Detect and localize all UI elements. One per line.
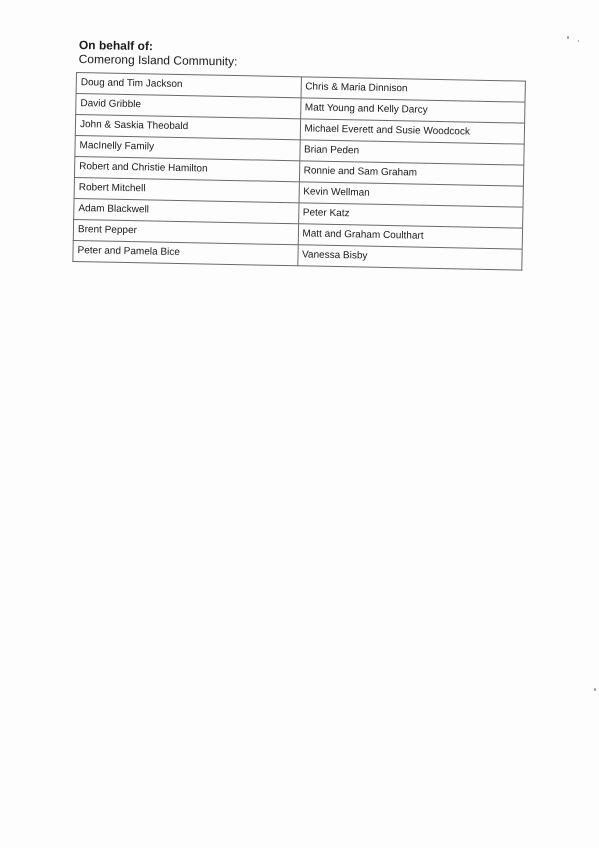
document-header [79,38,238,68]
signatory-cell: Brent Pepper [73,219,298,244]
signatory-cell: David Gribble [76,94,301,119]
signatory-cell: Brian Peden [299,140,524,165]
scan-speck [578,40,579,42]
signatory-cell: John & Saskia Theobald [75,115,300,140]
signatory-cell: Peter Katz [298,203,523,228]
signatory-cell: Vanessa Bisby [297,245,522,270]
signatory-cell: Matt and Graham Coulthart [298,224,523,249]
on-behalf-heading: On behalf of: [78,38,153,54]
signatories-table [72,72,526,271]
signatory-cell: Ronnie and Sam Graham [299,161,524,186]
signatory-cell: Robert Mitchell [74,177,299,202]
signatory-cell: Matt Young and Kelly Darcy [300,98,525,123]
signatory-cell: Michael Everett and Susie Woodcock [300,119,525,144]
signatory-cell: Chris & Maria Dinnison [301,77,526,102]
signatory-cell: Adam Blackwell [74,198,299,223]
signatory-cell: Peter and Pamela Bice [73,240,298,265]
signatory-cell: Kevin Wellman [299,182,524,207]
scan-speck [567,36,569,39]
scan-speck [594,688,596,691]
signatory-cell: Robert and Christie Hamilton [74,156,299,181]
community-name: Comerong Island Community: [78,51,238,69]
signatory-cell: Doug and Tim Jackson [76,73,301,98]
signatory-cell: MacInelly Family [75,135,300,160]
